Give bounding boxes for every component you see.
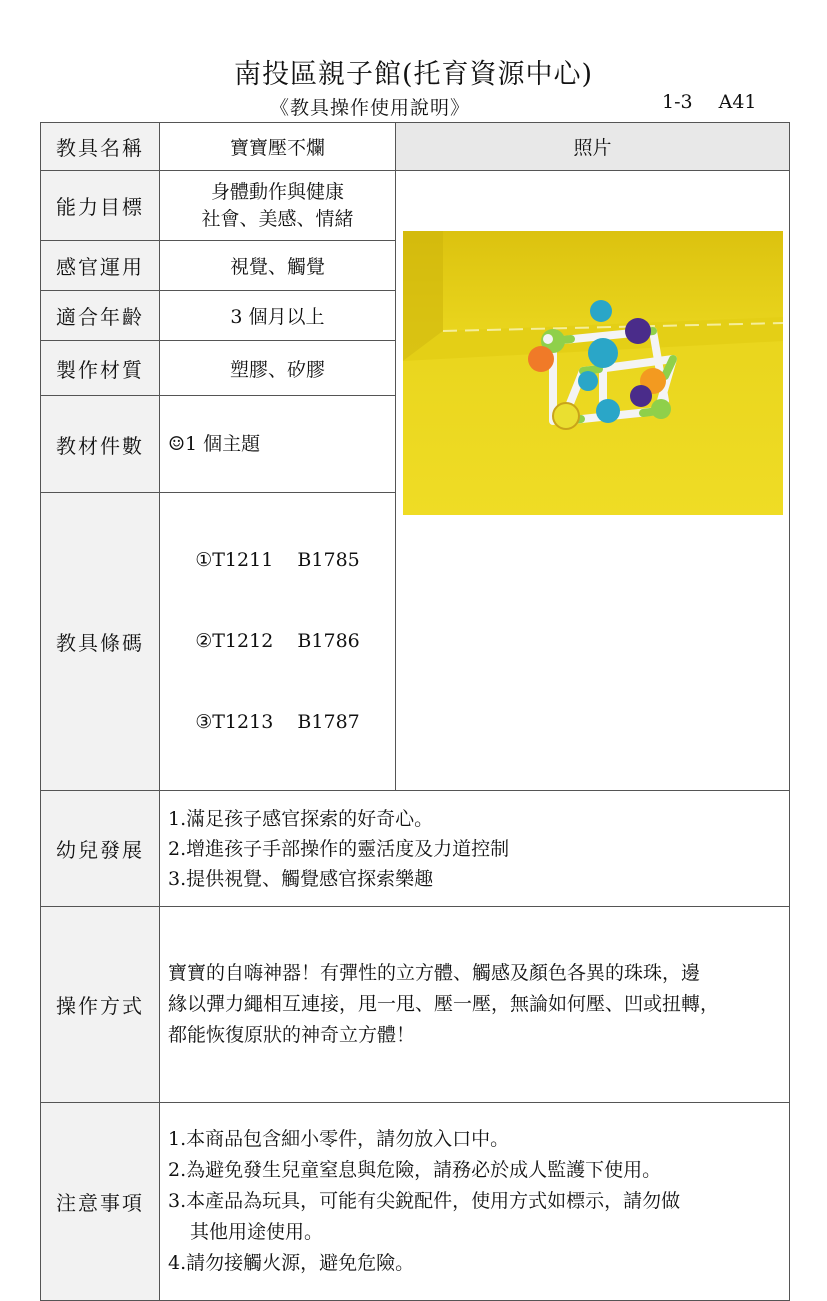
op-line: 都能恢復原狀的神奇立方體！ — [168, 1024, 416, 1046]
material-value: 塑膠、矽膠 — [160, 341, 396, 396]
code-id: A41 — [718, 91, 757, 113]
note-label: 注意事項 — [41, 1103, 160, 1301]
photo-label: 照片 — [396, 123, 790, 171]
dev-item: 1.滿足孩子感官探索的好奇心。 — [168, 807, 434, 830]
note-item: 其他用途使用。 — [190, 1221, 324, 1243]
page-subtitle: 《教具操作使用說明》 — [270, 97, 471, 119]
note-list — [160, 1103, 790, 1301]
barcode-item: ②T1212 B1786 — [195, 630, 360, 652]
age-label: 適合年齡 — [41, 291, 160, 341]
ability-value — [160, 171, 396, 241]
count-label: 教材件數 — [41, 396, 160, 493]
barcode-label: 教具條碼 — [41, 493, 160, 791]
sense-label: 感官運用 — [41, 241, 160, 291]
op-line: 緣以彈力繩相互連接，甩一甩、壓一壓，無論如何壓、凹或扭轉， — [168, 993, 720, 1015]
count-value: ☺1 個主題 — [160, 396, 396, 493]
instruction-table — [40, 122, 790, 1301]
note-item: 2.為避免發生兒童窒息與危險，請務必於成人監護下使用。 — [168, 1159, 662, 1181]
dev-label: 幼兒發展 — [41, 791, 160, 907]
barcode-item: ③T1213 B1787 — [195, 711, 360, 733]
dev-item: 3.提供視覺、觸覺感官探索樂趣 — [168, 867, 434, 890]
document-code — [662, 91, 757, 113]
note-item: 4.請勿接觸火源，避免危險。 — [168, 1252, 415, 1274]
op-line: 寶寶的自嗨神器！有彈性的立方體、觸感及顏色各異的珠珠，邊 — [168, 962, 701, 984]
photo-cell — [396, 171, 790, 791]
toy-photo — [403, 231, 783, 515]
name-value: 寶寶壓不爛 — [160, 123, 396, 171]
page-title: 南投區親子館(托育資源中心) — [233, 59, 594, 90]
name-label: 教具名稱 — [41, 123, 160, 171]
code-number: 1-3 — [662, 91, 693, 113]
op-text — [160, 907, 790, 1103]
ability-label: 能力目標 — [41, 171, 160, 241]
note-item: 1.本商品包含細小零件，請勿放入口中。 — [168, 1128, 510, 1150]
age-value: 3 個月以上 — [160, 291, 396, 341]
material-label: 製作材質 — [41, 341, 160, 396]
barcode-list — [160, 493, 396, 791]
barcode-item: ①T1211 B1785 — [195, 549, 360, 571]
op-label: 操作方式 — [41, 907, 160, 1103]
sense-value: 視覺、觸覺 — [160, 241, 396, 291]
note-item: 3.本產品為玩具，可能有尖銳配件，使用方式如標示，請勿做 — [168, 1190, 681, 1212]
dev-item: 2.增進孩子手部操作的靈活度及力道控制 — [168, 837, 510, 860]
ability-line: 身體動作與健康 — [210, 180, 344, 203]
dev-list — [160, 791, 790, 907]
ability-line: 社會、美感、情緒 — [201, 207, 354, 230]
